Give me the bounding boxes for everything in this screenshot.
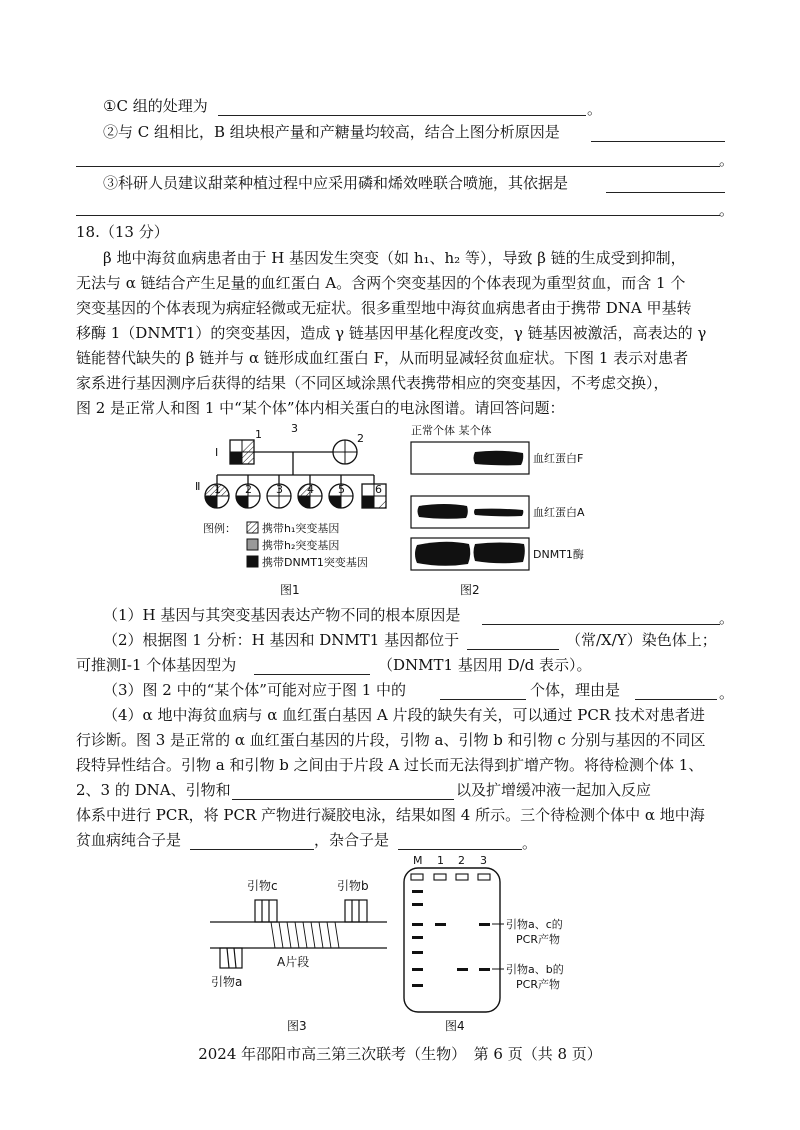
q2-text: （DNMT1 基因用 D/d 表示）。	[378, 656, 592, 674]
label-ac: PCR产物	[516, 933, 560, 946]
q2-text: 可推测Ⅰ-1 个体基因型为	[76, 656, 237, 674]
q1-text: （1）H 基因与其突变基因表达产物不同的根本原因是	[103, 606, 461, 624]
q4-text: 段特异性结合。引物 a 和引物 b 之间由于片段 A 过长而无法得到扩增产物。将待检测个体 1、	[76, 756, 704, 774]
stem-line: 图 2 是正常人和图 1 中“某个体”体内相关蛋白的电泳图谱。请回答问题：	[76, 399, 565, 417]
stem-line: 移酶 1（DNMT1）的突变基因，造成 γ 链基因甲基化程度改变，γ 链基因被激活，高表达的 γ	[76, 324, 707, 342]
pedigree-label: 1	[214, 483, 221, 496]
stem-line: 家系进行基因测序后获得的结果（不同区域涂黑代表携带相应的突变基因，不考虑交换），	[76, 374, 669, 392]
band-dnmt1-some	[474, 543, 525, 564]
figure-4-gel	[400, 852, 600, 1037]
ladder-band	[412, 890, 423, 893]
q17-item1: ①C 组的处理为	[103, 97, 208, 115]
legend-item: 携带DNMT1突变基因	[262, 556, 368, 569]
segment-label: A片段	[277, 955, 310, 969]
q4-text: 以及扩增缓冲液一起加入反应	[456, 781, 652, 799]
row-label: DNMT1酶	[533, 548, 584, 561]
pedigree-label: 6	[375, 483, 382, 496]
q4-text: （4）α 地中海贫血病与 α 血红蛋白基因 A 片段的缺失有关，可以通过 PCR 技术对患者进	[103, 706, 705, 724]
lane-label: 2	[458, 854, 465, 867]
pedigree-label: 2	[245, 483, 252, 496]
pedigree-label: 3	[276, 483, 283, 496]
q2-text: （常/X/Y）染色体上；	[566, 631, 717, 649]
figure-1-pedigree	[195, 420, 405, 600]
answer-blank[interactable]	[218, 115, 586, 116]
figure-3-gene-primers	[205, 870, 405, 1035]
answer-blank[interactable]	[467, 649, 559, 650]
answer-blank[interactable]	[398, 849, 522, 850]
lane-label: M	[413, 854, 423, 867]
legend-title: 图例：	[203, 522, 236, 535]
ladder-band	[412, 903, 423, 906]
band-dnmt1-normal	[415, 542, 470, 566]
q4-text: 行诊断。图 3 是正常的 α 血红蛋白基因的片段，引物 a、引物 b 和引物 c 分别与基因的不同区	[76, 731, 706, 749]
stem-line: 链能替代缺失的 β 链并与 α 链形成血红蛋白 F，从而明显减轻贫血症状。下图 1 表示对患者	[76, 349, 689, 367]
figure-3-caption: 图3	[287, 1019, 307, 1033]
figure-2-electrophoresis	[405, 420, 590, 600]
punct: 。	[719, 201, 735, 219]
band-ac-lane3	[479, 923, 490, 926]
band-ab-lane3	[479, 968, 490, 971]
pedigree-label: 2	[357, 432, 364, 445]
q17-item3: ③科研人员建议甜菜种植过程中应采用磷和烯效唑联合喷施，其依据是	[103, 174, 569, 192]
primer-b-label: 引物b	[337, 879, 369, 893]
answer-blank[interactable]	[76, 215, 720, 216]
gen2-roman: Ⅱ	[195, 480, 201, 493]
band-a-normal	[418, 504, 468, 519]
figure-4-caption: 图4	[445, 1019, 465, 1033]
pedigree-label: 5	[338, 483, 345, 496]
label-ab: PCR产物	[516, 978, 560, 991]
answer-blank[interactable]	[190, 849, 314, 850]
punct: 。	[719, 684, 735, 702]
answer-blank[interactable]	[440, 699, 526, 700]
stem-line: 无法与 α 链结合产生足量的血红蛋白 A。含两个突变基因的个体表现为重型贫血，而含 1 个	[76, 274, 686, 292]
question-header: 18.（13 分）	[76, 223, 169, 241]
ladder-band	[412, 968, 423, 971]
answer-blank[interactable]	[254, 674, 370, 675]
q3-text: 个体，理由是	[530, 681, 621, 699]
row-label: 血红蛋白F	[533, 452, 584, 465]
band-ac-lane1	[435, 923, 446, 926]
answer-blank[interactable]	[591, 141, 725, 142]
gen1-roman: Ⅰ	[215, 446, 219, 459]
ladder-band	[412, 936, 423, 939]
row-label: 血红蛋白A	[533, 506, 585, 519]
ladder-band	[412, 923, 423, 926]
ladder-band	[412, 984, 423, 987]
legend-item: 携带h₂突变基因	[262, 539, 340, 552]
punct: 。	[719, 151, 735, 169]
primer-c-label: 引物c	[247, 879, 278, 893]
answer-blank[interactable]	[76, 166, 720, 167]
band-f-some	[474, 451, 524, 466]
pedigree-label: 3	[291, 422, 298, 435]
figure-2-header: 正常个体 某个体	[411, 424, 492, 437]
pedigree-label: 1	[255, 428, 262, 441]
ladder-band	[412, 951, 423, 954]
page-footer: 2024 年邵阳市高三第三次联考（生物） 第 6 页（共 8 页）	[198, 1045, 602, 1063]
legend-item: 携带h₁突变基因	[262, 522, 340, 535]
punct: 。	[522, 834, 538, 852]
stem-line: 突变基因的个体表现为病症轻微或无症状。很多重型地中海贫血病患者由于携带 DNA 甲基转	[76, 299, 692, 317]
answer-blank[interactable]	[482, 624, 720, 625]
punct: 。	[587, 100, 603, 118]
answer-blank[interactable]	[635, 699, 717, 700]
band-a-some	[474, 509, 523, 517]
label-ab: 引物a、b的	[506, 963, 564, 976]
lane-label: 1	[437, 854, 444, 867]
answer-blank[interactable]	[232, 799, 454, 800]
label-ac: 引物a、c的	[506, 918, 563, 931]
q17-item2: ②与 C 组相比，B 组块根产量和产糖量均较高，结合上图分析原因是	[103, 123, 560, 141]
figure-1-caption: 图1	[280, 583, 300, 597]
q4-text: 2、3 的 DNA、引物和	[76, 781, 231, 799]
punct: 。	[719, 609, 735, 627]
stem-line: β 地中海贫血病患者由于 H 基因发生突变（如 h₁、h₂ 等），导致 β 链的生成受到抑制，	[103, 249, 686, 267]
lane-label: 3	[480, 854, 487, 867]
pedigree-label: 4	[307, 483, 314, 496]
band-ab-lane2	[457, 968, 468, 971]
answer-blank[interactable]	[606, 192, 725, 193]
q4-text: 体系中进行 PCR，将 PCR 产物进行凝胶电泳，结果如图 4 所示。三个待检测个体中 α 地中海	[76, 806, 705, 824]
q2-text: （2）根据图 1 分析：H 基因和 DNMT1 基因都位于	[103, 631, 460, 649]
primer-a-label: 引物a	[211, 975, 243, 989]
figure-2-caption: 图2	[460, 583, 480, 597]
q3-text: （3）图 2 中的“某个体”可能对应于图 1 中的	[103, 681, 407, 699]
q4-text: 贫血病纯合子是	[76, 831, 182, 849]
q4-text: ，杂合子是	[314, 831, 390, 849]
